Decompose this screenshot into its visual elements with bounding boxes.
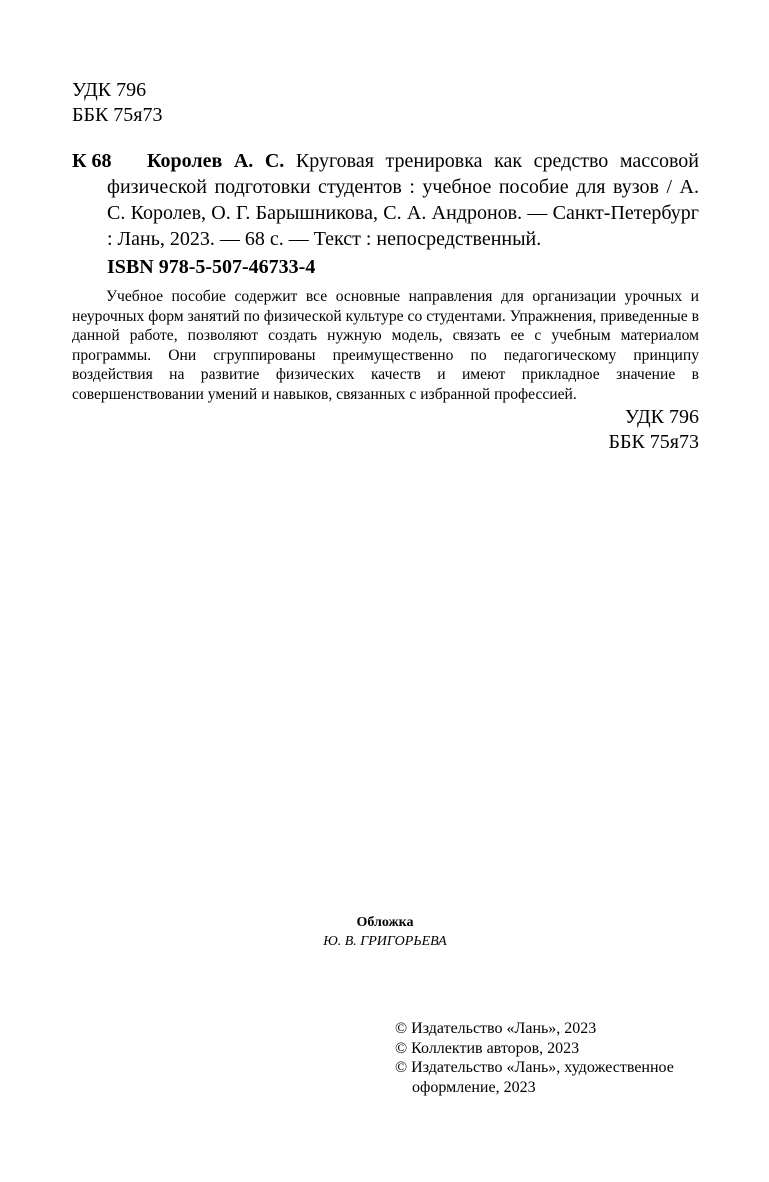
cover-credit [300,913,470,951]
copyright-line: оформление, 2023 [412,1078,536,1096]
copyright-block [395,1019,674,1097]
bbk-code: ББК 75я73 [72,104,163,126]
udk-code-right: УДК 796 [624,406,699,428]
isbn: ISBN 978-5-507-46733-4 [107,256,316,278]
copyright-line: © Издательство «Лань», 2023 [395,1020,597,1037]
classification-codes-top [72,78,163,128]
author-mark: К 68 [72,150,112,172]
cover-artist: Ю. В. ГРИГОРЬЕВА [323,934,447,949]
cover-label: Обложка [356,915,414,930]
entry-description: Круговая тренировка как средство массовой физической подготовки студентов : учебное пособие для вузов / А. С. Королев, О. Г. Барышникова, С. А. Андронов. — Санкт-Петербург : Лань, 2023. — 68 с. — Текст : непосредственный. [107,150,699,250]
copyright-line: © Издательство «Лань», художественное [395,1059,674,1076]
entry-author: Королев А. С. [147,150,285,172]
copyright-line: © Коллектив авторов, 2023 [395,1039,580,1057]
bibliographic-description [107,148,699,252]
bibliographic-entry [72,148,699,252]
bbk-code-right: ББК 75я73 [608,431,699,453]
abstract: Учебное пособие содержит все основные направления для организации урочных и неурочных форм занятий по физической культуре со студентами. Упражнения, приведенные в данной работе, позволяют создать нужную модель, связать ее с учебным материалом программы. Они сгруппированы преимущественно по педагогическому принципу воздействия на развитие физических качеств и имеют прикладное значение в совершенствовании умений и навыков, связанных с избранной профессией. [72,288,699,403]
classification-codes-right [608,405,699,455]
udk-code: УДК 796 [72,79,147,101]
